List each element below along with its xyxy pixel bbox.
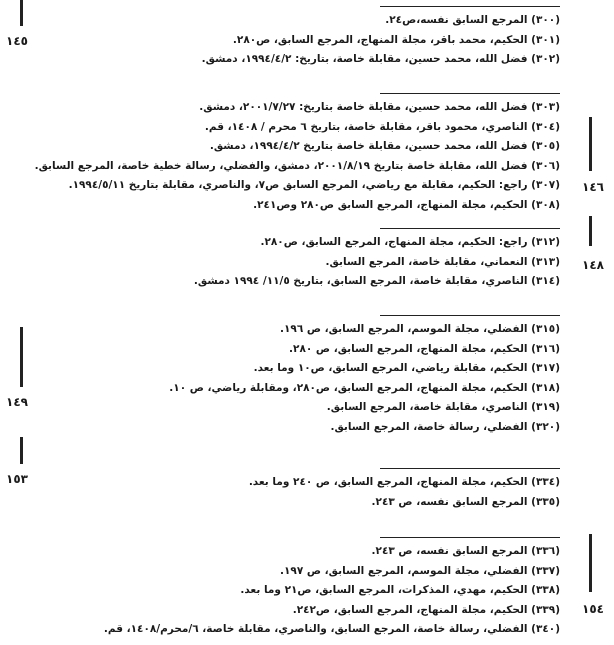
footnote-block-3 xyxy=(140,228,560,292)
page-ref: ١٤٥ xyxy=(6,34,28,48)
separator-rule xyxy=(380,315,560,316)
footnote-line: (٣١٤) الناصري، مقابلة خاصة، المرجع السابق، بتاريخ ١١/٥/ ١٩٩٤ دمشق. xyxy=(193,275,560,287)
footnote-block-6 xyxy=(103,537,560,640)
footnote-line: (٣٠٨) الحكيم، مجلة المنهاج، المرجع السابق ص٢٨٠ وص٢٤١. xyxy=(253,198,560,211)
footnote-line: (٣٠٦) فضل الله، مقابلة خاصة بتاريخ ٢٠٠١/٨/١٩، دمشق، والفضلي، رسالة خطية خاصة، المرجع السابق. xyxy=(34,159,560,172)
footnote-line: (٣١٥) الفضلي، مجلة الموسم، المرجع السابق، ص ١٩٦. xyxy=(280,323,560,335)
footnote-line: (٣٠١) الحكيم، محمد باقر، مجلة المنهاج، المرجع السابق، ص٢٨٠. xyxy=(232,33,560,46)
footnote-line: (٣١٢) راجع: الحكيم، مجلة المنهاج، المرجع السابق، ص٢٨٠. xyxy=(260,236,560,248)
footnote-block-1 xyxy=(140,6,560,70)
page-ref: ١٥٣ xyxy=(6,472,28,486)
footnote-line: (٣١٦) الحكيم، مجلة المنهاج، المرجع السابق، ص ٢٨٠. xyxy=(289,342,560,355)
separator-rule xyxy=(380,468,560,469)
footnote-line: (٣٣٤) الحكيم، مجلة المنهاج، المرجع السابق، ص ٢٤٠ وما بعد. xyxy=(248,476,560,488)
footnote-line: (٣٣٥) المرجع السابق نفسه، ص ٢٤٣. xyxy=(371,495,560,508)
footnote-line: (٣١٨) الحكيم، مجلة المنهاج، المرجع السابق، ص٢٨٠، ومقابلة رياضي، ص ١٠. xyxy=(169,381,560,394)
footnote-block-2 xyxy=(34,93,560,215)
margin-bar xyxy=(20,0,23,26)
footnote-line: (٣٢٠) الفضلي، رسالة خاصة، المرجع السابق. xyxy=(330,420,560,433)
separator-rule xyxy=(380,537,560,538)
margin-bar xyxy=(589,117,592,171)
footnote-line: (٣٠٠) المرجع السابق نفسه،ص٢٤. xyxy=(385,14,560,26)
page-ref: ١٥٤ xyxy=(582,602,604,616)
margin-bar xyxy=(589,534,592,592)
footnote-line: (٣٣٦) المرجع السابق نفسه، ص ٢٤٣. xyxy=(371,545,560,557)
footnote-line: (٣٣٩) الحكيم، مجلة المنهاج، المرجع السابق، ص٢٤٢. xyxy=(292,603,560,616)
separator-rule xyxy=(380,6,560,7)
footnote-line: (٣٠٥) فضل الله، محمد حسين، مقابلة خاصة بتاريخ ١٩٩٤/٤/٢، دمشق. xyxy=(209,140,560,152)
margin-bar xyxy=(20,327,23,387)
footnote-line: (٣٣٨) الحكيم، مهدي، المذكرات، المرجع السابق، ص٢١ وما بعد. xyxy=(240,584,560,596)
margin-bar xyxy=(20,437,23,464)
separator-rule xyxy=(380,93,560,94)
margin-bar xyxy=(589,216,592,246)
footnote-line: (٣١٧) الحكيم، مقابلة رياضي، المرجع السابق، ص١٠ وما بعد. xyxy=(253,362,560,374)
footnote-line: (٣٠٣) فضل الله، محمد حسين، مقابلة خاصة بتاريخ: ٢٠٠١/٧/٢٧، دمشق. xyxy=(199,101,560,113)
separator-rule xyxy=(380,228,560,229)
footnote-line: (٣٤٠) الفضلي، رسالة خاصة، المرجع السابق، والناصري، مقابلة خاصة، ٦/محرم/١٤٠٨، قم. xyxy=(103,623,560,635)
page-ref: ١٤٨ xyxy=(582,258,604,272)
footnote-line: (٣٠٧) راجع: الحكيم، مقابلة مع رياضي، المرجع السابق ص٧، والناصري، مقابلة بتاريخ ١٩٩٤/٥/١١. xyxy=(68,179,560,191)
footnote-block-4 xyxy=(140,315,560,437)
footnote-line: (٣١٩) الناصري، مقابلة خاصة، المرجع السابق. xyxy=(326,401,560,413)
footnote-line: (٣٠٤) الناصري، محمود باقر، مقابلة خاصة، بتاريخ ٦ محرم / ١٤٠٨، قم. xyxy=(204,120,560,133)
page-ref: ١٤٩ xyxy=(6,395,28,409)
footnote-block-5 xyxy=(140,468,560,512)
footnote-line: (٣٠٢) فضل الله، محمد حسين، مقابلة خاصة، بتاريخ: ١٩٩٤/٤/٢، دمشق. xyxy=(201,53,560,65)
footnote-line: (٣١٣) النعماني، مقابلة خاصة، المرجع السابق. xyxy=(325,255,560,268)
page-ref: ١٤٦ xyxy=(582,180,604,194)
footnote-line: (٣٣٧) الفضلي، مجلة الموسم، المرجع السابق، ص ١٩٧. xyxy=(280,564,560,577)
